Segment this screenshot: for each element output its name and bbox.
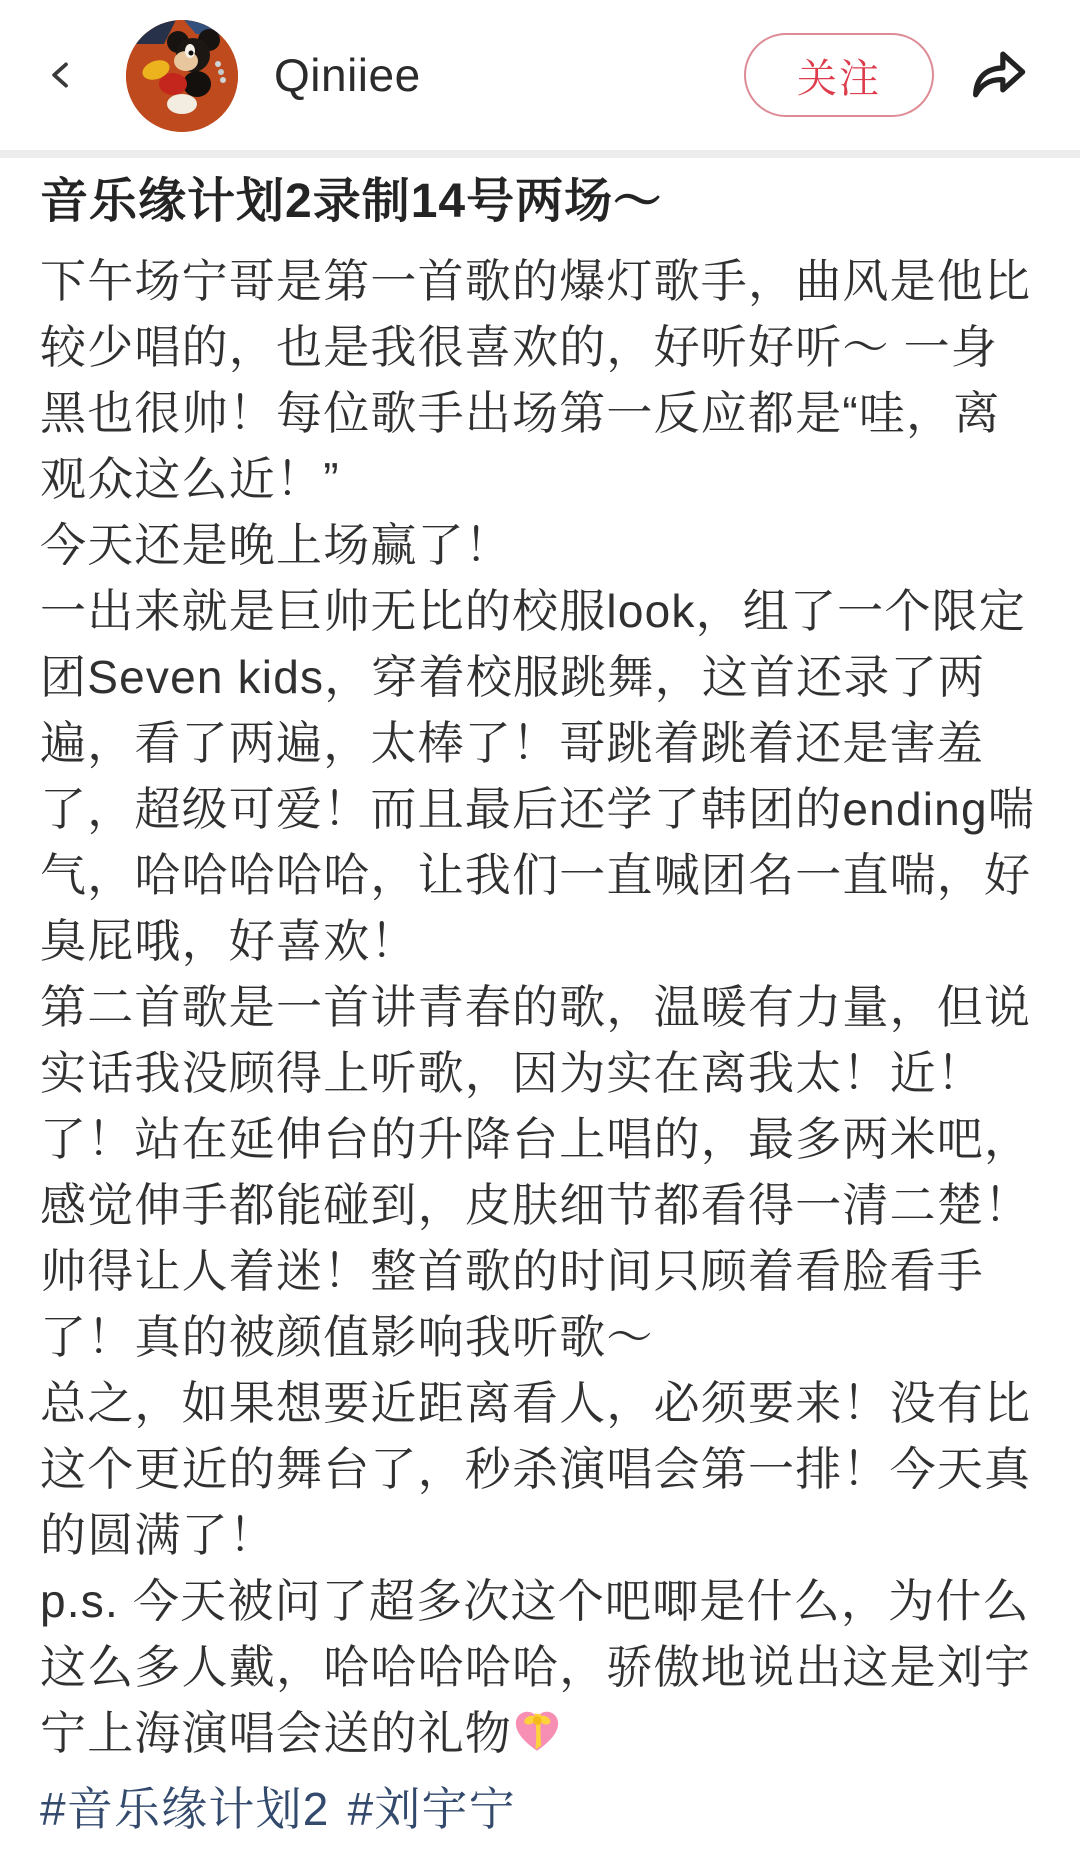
share-button[interactable]	[966, 42, 1032, 108]
username[interactable]: Qiniiee	[274, 49, 421, 101]
mickey-avatar-image	[126, 20, 238, 132]
header	[0, 0, 1080, 150]
post-content	[0, 174, 1080, 1842]
post-paragraph: 下午场宁哥是第一首歌的爆灯歌手，曲风是他比较少唱的，也是我很喜欢的，好听好听～ 一身黑也很帅！每位歌手出场第一反应都是“哇，离观众这么近！”	[40, 255, 1032, 505]
post-title: 音乐缘计划2录制14号两场～	[40, 175, 663, 228]
back-button[interactable]	[44, 43, 78, 107]
hashtag-row	[40, 1776, 1040, 1842]
paragraph-text: p.s. 今天被问了超多次这个吧唧是什么，为什么这么多人戴，哈哈哈哈哈，骄傲地说出这是刘宇宁上海演唱会送的礼物	[40, 1575, 1032, 1759]
header-divider	[0, 150, 1080, 158]
gift-heart-emoji	[512, 1707, 562, 1757]
follow-button[interactable]: 关注	[744, 33, 934, 117]
post-paragraph: 一出来就是巨帅无比的校服look，组了一个限定团Seven kids，穿着校服跳舞，这首还录了两遍，看了两遍，太棒了！哥跳着跳着还是害羞了，超级可爱！而且最后还学了韩团的ending喘气，哈哈哈哈哈，让我们一直喊团名一直喘，好臭屁哦，好喜欢！	[40, 585, 1035, 967]
avatar[interactable]	[126, 20, 238, 132]
post-paragraph: 今天还是晚上场赢了！	[40, 519, 512, 571]
hashtag-link-liuyuning[interactable]: #刘宇宁	[347, 1783, 516, 1835]
hashtag-link-music-plan[interactable]: #音乐缘计划2	[40, 1783, 330, 1835]
share-forward-icon	[966, 42, 1032, 108]
chevron-left-icon	[46, 45, 76, 105]
post-paragraph	[40, 1568, 1040, 1766]
post-paragraph: 第二首歌是一首讲青春的歌，温暖有力量，但说实话我没顾得上听歌，因为实在离我太！近！了！站在延伸台的升降台上唱的，最多两米吧，感觉伸手都能碰到，皮肤细节都看得一清二楚！帅得让人着迷！整首歌的时间只顾着看脸看手了！真的被颜值影响我听歌～	[40, 981, 1032, 1363]
post-paragraph: 总之，如果想要近距离看人，必须要来！没有比这个更近的舞台了，秒杀演唱会第一排！今天真的圆满了！	[40, 1377, 1032, 1561]
